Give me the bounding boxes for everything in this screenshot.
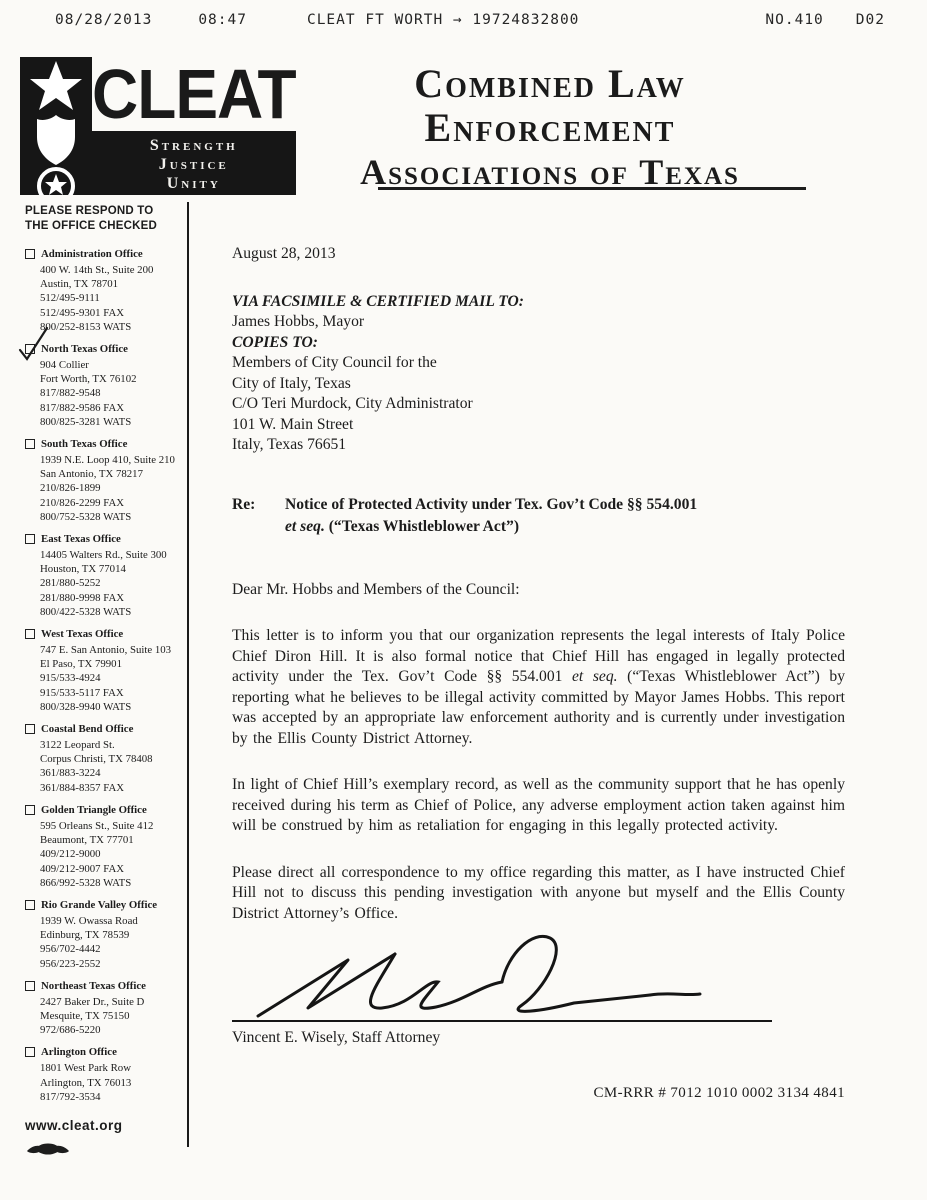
org-title-line2: Associations of Texas — [360, 152, 740, 192]
office-entry — [25, 627, 185, 714]
office-list — [25, 247, 185, 1104]
office-checkbox — [25, 534, 35, 544]
office-checkbox — [25, 249, 35, 259]
website-url: www.cleat.org — [25, 1117, 123, 1133]
office-address-line: 1939 W. Owassa Road — [40, 914, 138, 927]
sidebar-heading-line2: THE OFFICE CHECKED — [25, 220, 158, 232]
office-address-line: Austin, TX 78701 — [40, 278, 119, 291]
paragraph-segment: Please direct all correspondence to my office regarding this matter, as I have instructed Chief Hill not to discuss this pending investigation with anyone but myself and the Ellis County District Attorney’s Office. — [232, 863, 845, 922]
office-address-line: 361/883-3224 — [40, 767, 101, 780]
office-address-line: 2427 Baker Dr., Suite D — [40, 995, 145, 1008]
office-address — [40, 358, 185, 429]
office-address — [40, 453, 185, 524]
office-address-line: 817/792-3534 — [40, 1090, 101, 1103]
fax-route: CLEAT FT WORTH → 19724832800 — [306, 12, 580, 28]
salutation: Dear Mr. Hobbs and Members of the Council: — [232, 580, 520, 598]
office-address-line: 800/328-9940 WATS — [40, 700, 132, 713]
cleat-motto — [92, 131, 296, 195]
office-address — [40, 995, 185, 1038]
org-title — [288, 62, 812, 192]
motto-strength: Strength — [149, 137, 238, 154]
office-entry — [25, 437, 185, 524]
office-sidebar — [25, 204, 185, 1162]
office-address-line: 14405 Walters Rd., Suite 300 — [40, 549, 167, 562]
office-name: Coastal Bend Office — [41, 723, 134, 736]
office-entry — [25, 979, 185, 1038]
office-address-line: Corpus Christi, TX 78408 — [40, 753, 153, 766]
letter-body — [232, 244, 845, 1103]
office-address-line: 800/252-8153 WATS — [40, 320, 132, 333]
office-address-line: 210/826-2299 FAX — [40, 496, 125, 509]
paragraph-italic-segment: et seq. — [572, 668, 618, 685]
office-name: North Texas Office — [41, 343, 128, 356]
cleat-acronym: CLEAT — [92, 55, 296, 133]
office-address-line: 361/884-8357 FAX — [40, 781, 125, 794]
fax-transmission-header — [0, 12, 927, 28]
fax-page-number: D02 — [855, 12, 885, 28]
re-label: Re: — [232, 495, 256, 513]
office-checkbox — [25, 1047, 35, 1057]
re-text — [285, 494, 697, 538]
recipient-line: James Hobbs, Mayor — [232, 313, 365, 330]
office-address-line: 3122 Leopard St. — [40, 739, 115, 752]
office-entry — [25, 803, 185, 890]
office-address-line: 747 E. San Antonio, Suite 103 — [40, 644, 172, 657]
office-entry — [25, 342, 185, 429]
motto-justice: Justice — [158, 156, 229, 173]
paragraph-segment: This letter is to inform you that our organization represents the legal interests of Italy Police Chief Diron Hill. It is also formal notice that Chief Hill has engaged in legally protected activity under the Tex. Gov’t Code §§ 554.001 — [232, 627, 845, 685]
office-checkbox — [25, 724, 35, 734]
office-entry — [25, 532, 185, 619]
re-subject-block — [232, 494, 845, 538]
office-address-line: 512/495-9111 — [40, 292, 100, 305]
vertical-divider-line — [187, 202, 189, 1147]
office-address-line: 866/992-5328 WATS — [40, 876, 132, 889]
office-address-line: 210/826-1899 — [40, 482, 101, 495]
fax-time: 08:47 — [198, 12, 247, 28]
office-address-line: 817/882-9586 FAX — [40, 401, 125, 414]
office-address-line: 904 Collier — [40, 359, 89, 372]
office-checkbox — [25, 344, 35, 354]
office-address-line: 281/880-5252 — [40, 577, 101, 590]
office-entry — [25, 247, 185, 334]
office-address-line: Edinburg, TX 78539 — [40, 929, 130, 942]
office-address-line: Mesquite, TX 75150 — [40, 1009, 130, 1022]
sidebar-heading — [25, 204, 185, 234]
motto-unity: Unity — [166, 175, 221, 192]
office-address-line: 400 W. 14th St., Suite 200 — [40, 264, 154, 276]
cleat-logo — [20, 55, 296, 195]
office-name: East Texas Office — [41, 533, 121, 546]
office-address-line: 409/212-9007 FAX — [40, 862, 125, 875]
copies-line: C/O Teri Murdock, City Administrator — [232, 395, 473, 412]
office-checkbox — [25, 900, 35, 910]
office-address — [40, 914, 185, 971]
copies-line: 101 W. Main Street — [232, 415, 354, 433]
office-address-line: 956/702-4442 — [40, 943, 101, 956]
office-name: South Texas Office — [41, 438, 128, 451]
office-address — [40, 738, 185, 795]
office-address-line: 956/223-2552 — [40, 957, 101, 970]
office-address-line: Arlington, TX 76013 — [40, 1076, 132, 1089]
certified-mail-tracking: CM-RRR # 7012 1010 0002 3134 4841 — [593, 1084, 845, 1101]
letter-paragraphs — [232, 626, 845, 924]
office-address-line: El Paso, TX 79901 — [40, 658, 122, 671]
office-name: Arlington Office — [41, 1046, 117, 1059]
office-address — [40, 819, 185, 890]
office-address-line: 915/533-4924 — [40, 672, 101, 685]
org-title-line1: Combined Law Enforcement — [414, 61, 686, 150]
office-address — [40, 643, 185, 714]
signature-block — [232, 928, 845, 1049]
office-name: West Texas Office — [41, 628, 124, 641]
copies-lines — [232, 353, 845, 456]
re-text-etseq: et seq. — [285, 517, 325, 535]
office-address-line: 1801 West Park Row — [40, 1062, 132, 1075]
office-checkbox — [25, 629, 35, 639]
paragraph-segment: In light of Chief Hill’s exemplary record, as well as the community support that he has openly received during his term as Chief of Police, any adverse employment action taken against him will be construed by him as retaliation for engaging in this legally protected activity. — [232, 776, 845, 834]
office-address-line: 800/422-5328 WATS — [40, 605, 132, 618]
office-address-line: 409/212-9000 — [40, 848, 101, 861]
office-checkbox — [25, 439, 35, 449]
letter-paragraph — [232, 775, 845, 837]
office-name: Rio Grande Valley Office — [41, 898, 158, 911]
paragraph-segment: (“Texas Whistleblower Act”) by reporting what he believes to be illegal activity committed by Mayor James Hobbs. This report was accepted by an appropriate law enforcement authority and is currently under investigation by the Ellis County District Attorney. — [232, 668, 845, 747]
office-name: Northeast Texas Office — [41, 979, 146, 992]
fax-doc-number: NO.410 — [765, 12, 824, 28]
fax-date: 08/28/2013 — [55, 12, 153, 28]
letter-paragraph — [232, 626, 845, 749]
copies-line: Italy, Texas 76651 — [232, 436, 347, 453]
office-address-line: 817/882-9548 — [40, 387, 101, 400]
letter-date: August 28, 2013 — [232, 245, 336, 262]
office-address-line: 595 Orleans St., Suite 412 — [40, 819, 154, 832]
office-address-line: Fort Worth, TX 76102 — [40, 373, 137, 386]
signature-line — [232, 1020, 772, 1022]
office-address-line: 512/495-9301 FAX — [40, 306, 125, 319]
signer-name: Vincent E. Wisely, Staff Attorney — [232, 1029, 441, 1046]
office-address-line: 281/880-9998 FAX — [40, 591, 125, 604]
star-badge-icon — [20, 57, 92, 195]
sidebar-heading-line1: PLEASE RESPOND TO — [25, 205, 154, 217]
office-address-line: 800/752-5328 WATS — [40, 510, 132, 523]
office-address-line: 972/686-5220 — [40, 1024, 101, 1037]
handwritten-signature-image — [250, 928, 720, 1028]
office-address-line: 800/825-3281 WATS — [40, 415, 132, 428]
office-name: Golden Triangle Office — [41, 803, 147, 816]
letter-paragraph — [232, 863, 845, 925]
office-entry — [25, 898, 185, 971]
cleat-logo-emblems — [20, 57, 92, 195]
copies-line: City of Italy, Texas — [232, 374, 351, 392]
copies-line: Members of City Council for the — [232, 354, 437, 371]
office-address-line: San Antonio, TX 78217 — [40, 468, 143, 481]
re-text-line2: (“Texas Whistleblower Act”) — [324, 517, 520, 535]
office-name: Administration Office — [41, 248, 143, 260]
office-address-line: Houston, TX 77014 — [40, 563, 126, 576]
office-address-line: 1939 N.E. Loop 410, Suite 210 — [40, 454, 175, 467]
office-entry — [25, 1045, 185, 1104]
office-address-line: 915/533-5117 FAX — [40, 686, 124, 699]
office-address — [40, 548, 185, 619]
office-checkbox — [25, 805, 35, 815]
office-address-line: Beaumont, TX 77701 — [40, 834, 134, 847]
copies-label: COPIES TO: — [232, 333, 318, 351]
delivery-method-line: VIA FACSIMILE & CERTIFIED MAIL TO: — [232, 292, 524, 310]
title-divider-rule — [378, 187, 806, 190]
office-address — [40, 263, 185, 334]
office-address — [40, 1061, 185, 1104]
re-text-line1: Notice of Protected Activity under Tex. Gov’t Code §§ 554.001 — [285, 495, 698, 513]
office-entry — [25, 722, 185, 795]
small-emblem-icon — [25, 1141, 71, 1157]
office-checkbox — [25, 981, 35, 991]
